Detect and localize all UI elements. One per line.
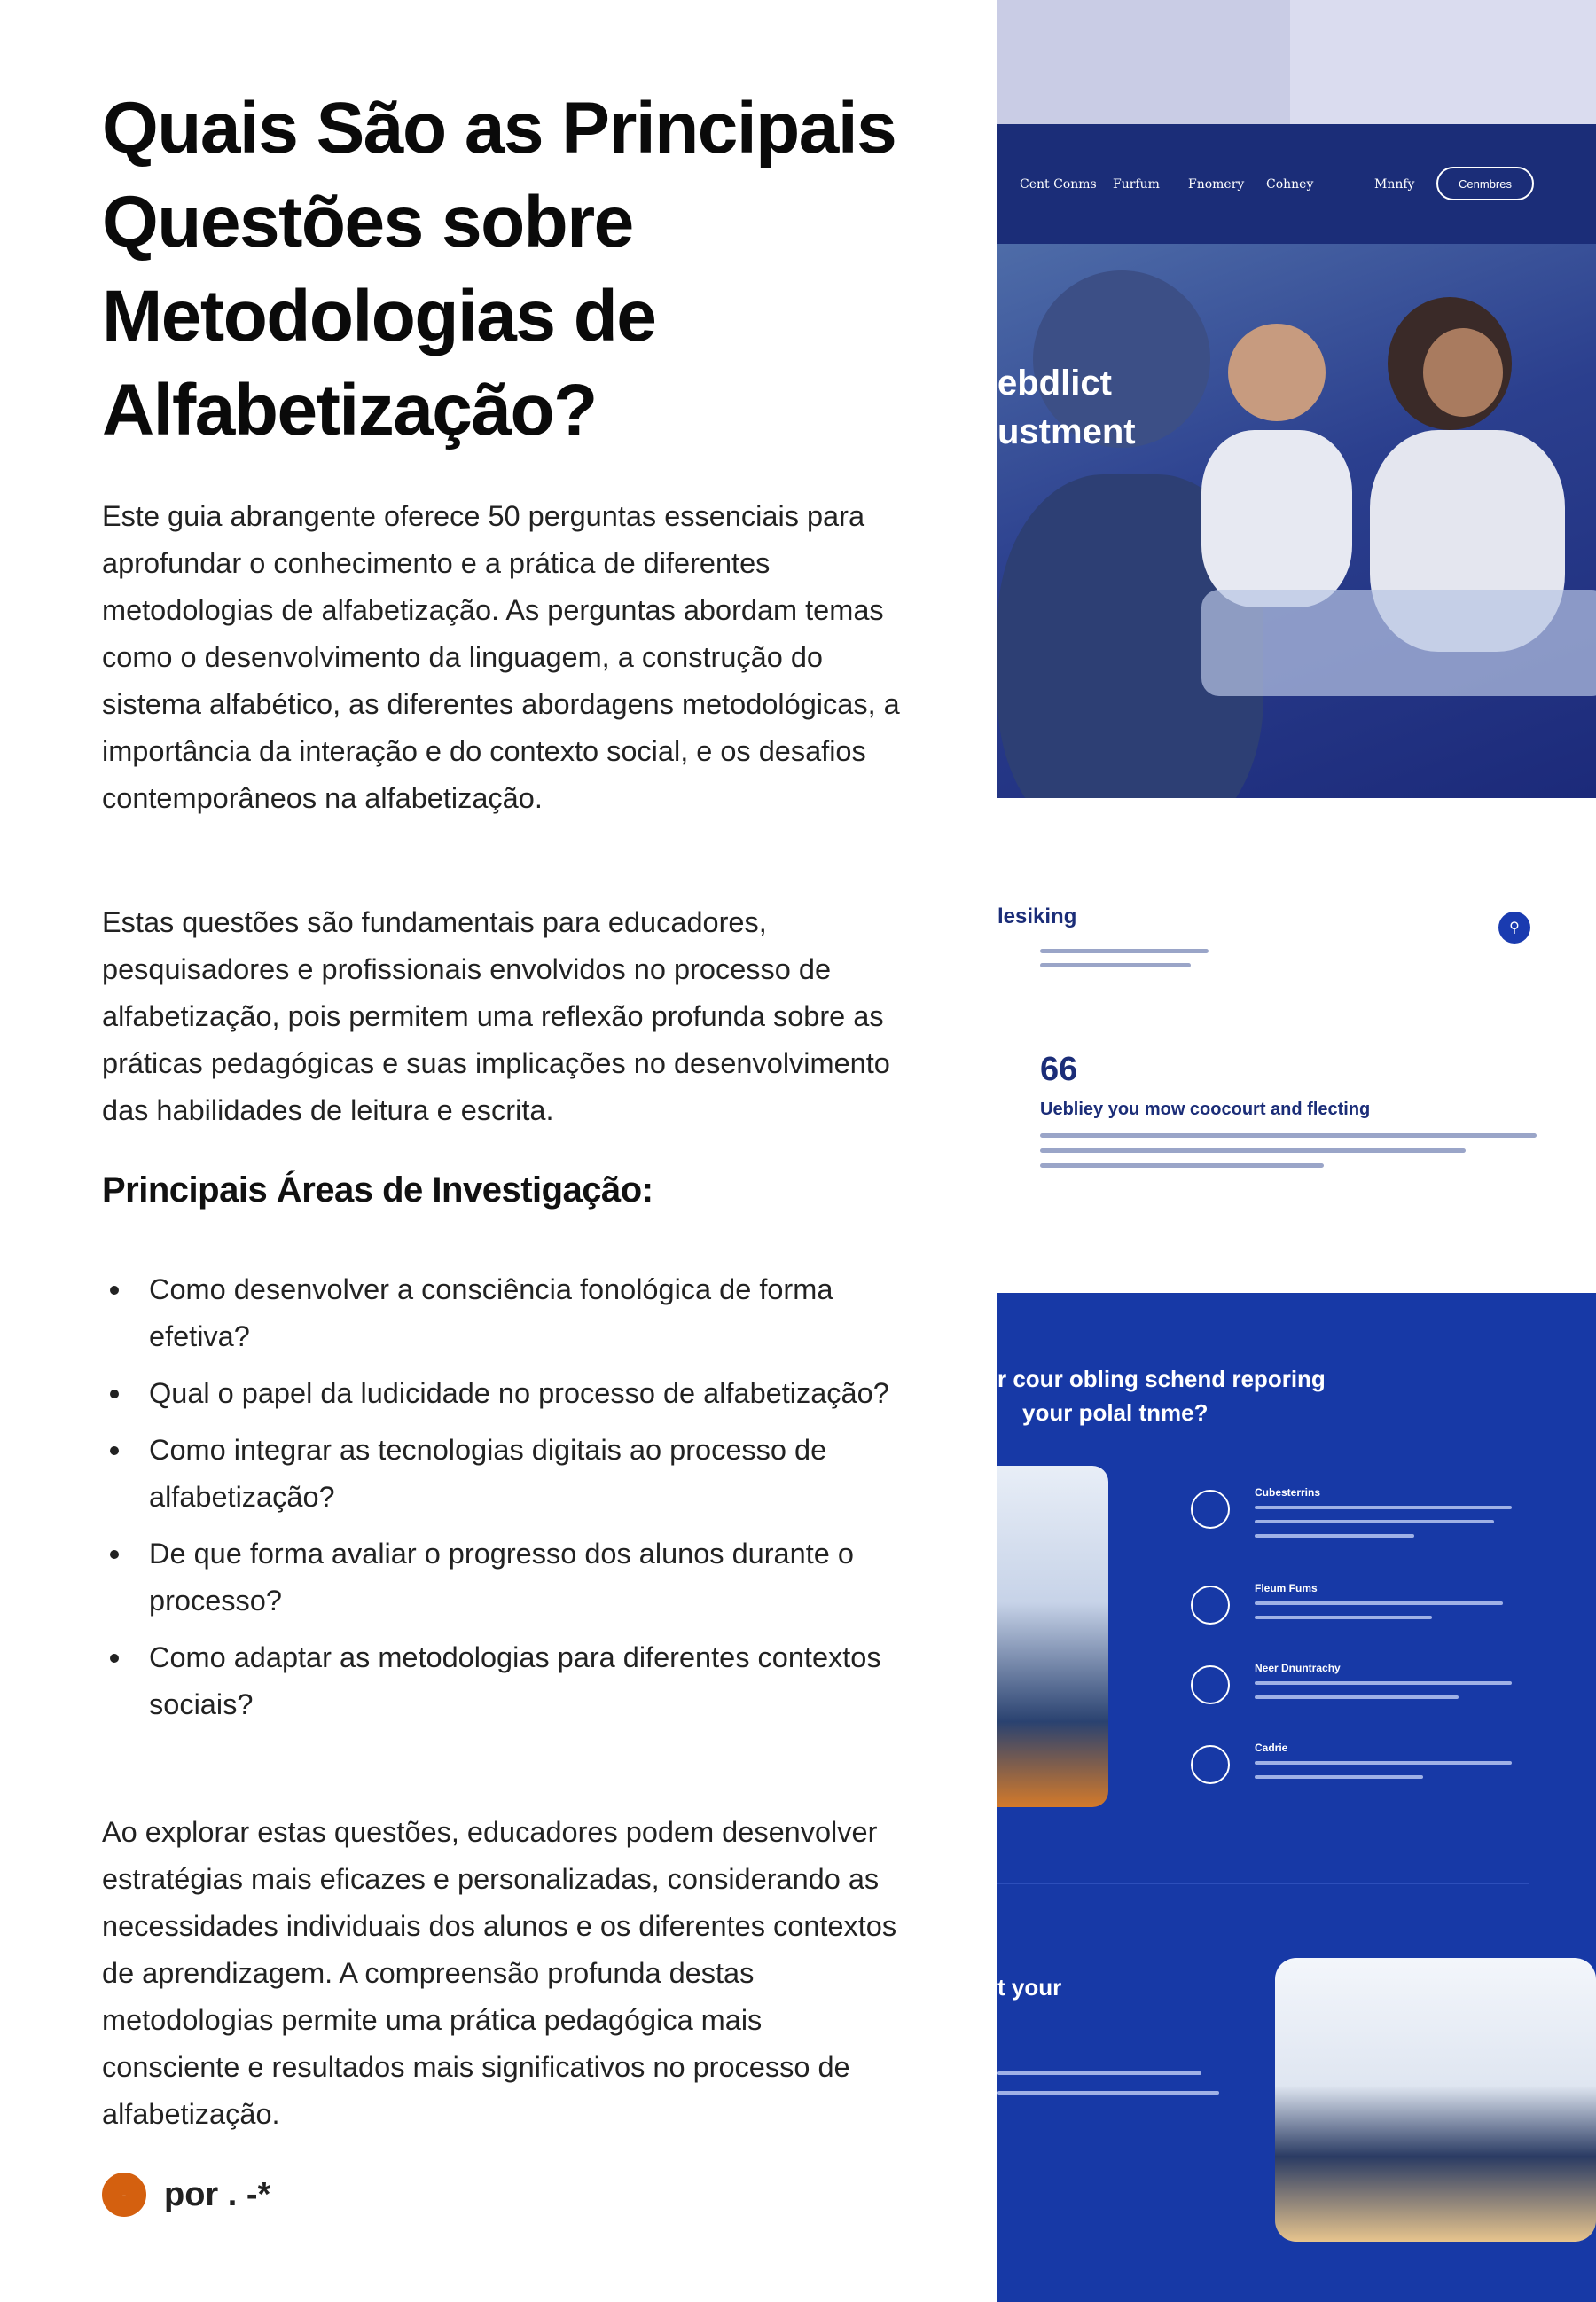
bullet-icon: [110, 1286, 119, 1295]
feature-title: Neer Dnuntrachy: [1255, 1662, 1341, 1674]
avatar: -: [102, 2173, 146, 2217]
closing-paragraph: Ao explorar estas questões, educadores podem desenvolver estratégias mais eficazes e personalizadas, considerando as necessidades individuais dos alunos e os diferentes contextos de aprendizagem. A compreensão profunda destas metodologias permite uma prática pedagógica mais consciente e resultados mais significativos no processo de alfabetização.: [102, 1816, 897, 2130]
question-text: Qual o papel da ludicidade no processo de alfabetização?: [149, 1377, 889, 1409]
nav-item: Furfum: [1113, 177, 1160, 192]
nav-item: Mnnfy: [1374, 177, 1415, 192]
decorative-website-image: [998, 0, 1596, 2302]
feature-title: Cadrie: [1255, 1742, 1288, 1754]
image-top-band: [998, 0, 1596, 124]
feature-icon: [1191, 1745, 1230, 1784]
testimonial-card: [998, 887, 1596, 1184]
quote-icon: 66: [1040, 1051, 1078, 1088]
image-navbar: [998, 124, 1596, 244]
author-label: por . -*: [164, 2175, 271, 2213]
author-byline: [102, 2173, 270, 2217]
list-item: [102, 1634, 904, 1728]
section-heading: Principais Áreas de Investigação:: [102, 1171, 653, 1210]
feature-section: [998, 1293, 1596, 2302]
context-paragraph: Estas questões são fundamentais para educadores, pesquisadores e profissionais envolvidos no processo de alfabetização, pois permitem uma reflexão profunda sobre as práticas pedagógicas e suas implicações no desenvolvimento das habilidades de leitura e escrita.: [102, 906, 890, 1126]
questions-list: [102, 1266, 904, 1738]
nav-button: Cenmbres: [1436, 167, 1534, 200]
bullet-icon: [110, 1390, 119, 1398]
card-title: Uebliey you mow coocourt and flecting: [1040, 1100, 1371, 1119]
nav-item: Fnomery: [1188, 177, 1245, 192]
feature-title: Cubesterrins: [1255, 1486, 1321, 1499]
feature-icon: [1191, 1665, 1230, 1704]
feature-photo: [998, 1466, 1108, 1807]
intro-paragraph: Este guia abrangente oferece 50 perguntas essenciais para aprofundar o conhecimento e a prática de diferentes metodologias de alfabetização. As perguntas abordam temas como o desenvolvimento da linguagem, a construção do sistema alfabético, as diferentes abordagens metodológicas, a importância da interação e do contexto social, e os desafios contemporâneos na alfabetização.: [102, 500, 900, 814]
question-text: De que forma avaliar o progresso dos alunos durante o processo?: [149, 1538, 854, 1617]
page-title: Quais São as Principais Questões sobre Metodologias de Alfabetização?: [102, 88, 896, 450]
meeting-photo: [1275, 1958, 1596, 2242]
bullet-icon: [110, 1446, 119, 1455]
question-text: Como desenvolver a consciência fonológica de forma efetiva?: [149, 1273, 833, 1352]
list-item: [102, 1531, 904, 1625]
bottom-title: t your: [998, 1974, 1062, 2001]
search-icon: ⚲: [1498, 912, 1530, 944]
question-text: Como adaptar as metodologias para diferentes contextos sociais?: [149, 1641, 881, 1720]
question-text: Como integrar as tecnologias digitais ao processo de alfabetização?: [149, 1434, 827, 1513]
feature-icon: [1191, 1490, 1230, 1529]
bullet-icon: [110, 1654, 119, 1663]
feature-section-title: r cour obling schend reporing your polal tnme?: [998, 1366, 1326, 1426]
feature-icon: [1191, 1586, 1230, 1625]
feature-title: Fleum Fums: [1255, 1582, 1318, 1594]
list-item: [102, 1427, 904, 1521]
list-item: [102, 1266, 904, 1360]
bullet-icon: [110, 1550, 119, 1559]
card-label: lesiking: [998, 904, 1077, 928]
nav-item: Cohney: [1266, 177, 1314, 192]
list-item: [102, 1370, 904, 1417]
hero-heading: ebdlict ustment: [998, 364, 1136, 451]
nav-item: Cent Conms: [1020, 177, 1097, 192]
hero-photo: [998, 244, 1596, 798]
